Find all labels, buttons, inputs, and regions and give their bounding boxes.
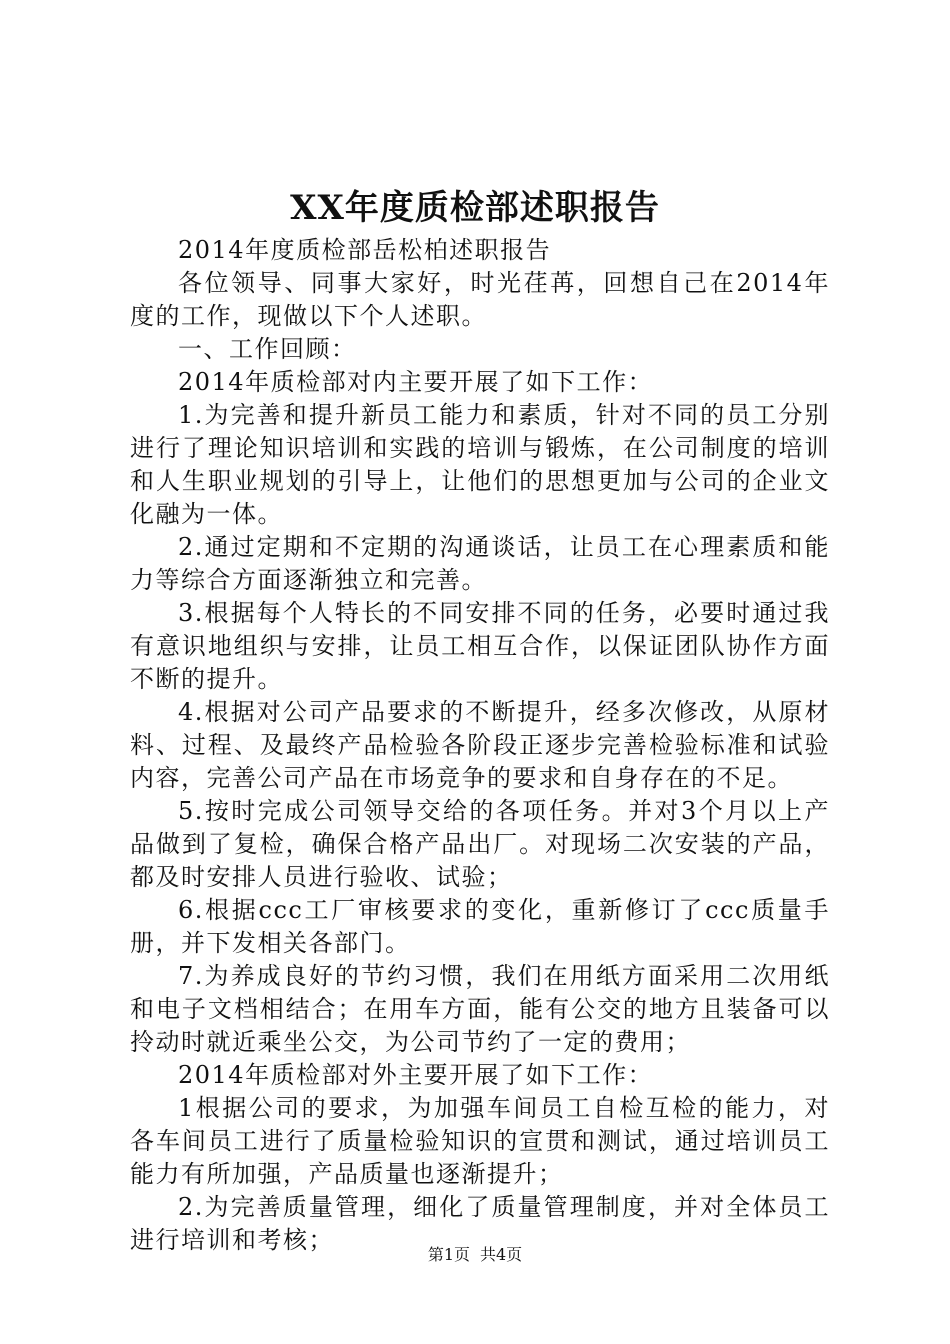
paragraph-external-item-1: 1根据公司的要求，为加强车间员工自检互检的能力，对各车间员工进行了质量检验知识的宣贯和测试，通过培训员工能力有所加强，产品质量也逐渐提升；	[130, 1094, 830, 1188]
page-footer	[0, 1244, 950, 1266]
page-number-total: 共4页	[480, 1245, 523, 1264]
paragraph-internal-item-5: 5.按时完成公司领导交给的各项任务。并对3个月以上产品做到了复检，确保合格产品出厂。对现场二次安装的产品，都及时安排人员进行验收、试验；	[130, 797, 830, 891]
paragraph-internal-item-1: 1.为完善和提升新员工能力和素质，针对不同的员工分别进行了理论知识培训和实践的培训与锻炼，在公司制度的培训和人生职业规划的引导上，让他们的思想更加与公司的企业文化融为一体。	[130, 401, 830, 528]
paragraph-external-item-2: 2.为完善质量管理，细化了质量管理制度，并对全体员工进行培训和考核；	[130, 1193, 830, 1254]
paragraph-greeting: 各位领导、同事大家好，时光荏苒，回想自己在2014年度的工作，现做以下个人述职。	[130, 269, 830, 330]
page-number-current: 第1页	[427, 1245, 470, 1264]
paragraph-subtitle: 2014年度质检部岳松柏述职报告	[178, 236, 552, 264]
paragraph-internal-item-4: 4.根据对公司产品要求的不断提升，经多次修改，从原材料、过程、及最终产品检验各阶段正逐步完善检验标准和试验内容，完善公司产品在市场竞争的要求和自身存在的不足。	[130, 698, 830, 792]
paragraph-external-intro: 2014年质检部对外主要开展了如下工作：	[178, 1061, 654, 1089]
paragraph-internal-item-2: 2.通过定期和不定期的沟通谈话，让员工在心理素质和能力等综合方面逐渐独立和完善。	[130, 533, 830, 594]
paragraph-internal-intro: 2014年质检部对内主要开展了如下工作：	[178, 368, 654, 396]
paragraph-section-heading: 一、工作回顾：	[178, 335, 357, 363]
paragraph-internal-item-6: 6.根据ccc工厂审核要求的变化，重新修订了ccc质量手册，并下发相关各部门。	[130, 896, 830, 957]
paragraph-internal-item-3: 3.根据每个人特长的不同安排不同的任务，必要时通过我有意识地组织与安排，让员工相互合作，以保证团队协作方面不断的提升。	[130, 599, 830, 693]
paragraph-internal-item-7: 7.为养成良好的节约习惯，我们在用纸方面采用二次用纸和电子文档相结合；在用车方面，能有公交的地方且装备可以拎动时就近乘坐公交，为公司节约了一定的费用；	[130, 962, 830, 1056]
document-body	[130, 234, 830, 1257]
document-title: XX年度质检部述职报告	[290, 188, 660, 228]
